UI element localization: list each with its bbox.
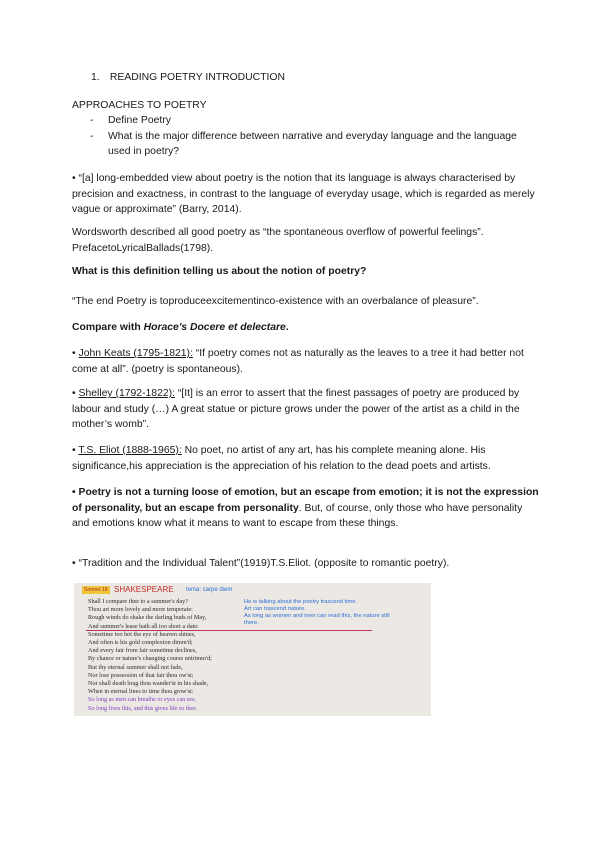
bullet: • [72, 388, 79, 399]
eliot-quote: No poet, no artist of any art, has his complete meaning alone. His significance,his appreciation is the appreciation of his relation to the dead poets and artists. [72, 445, 491, 472]
compare-suffix: . [285, 322, 289, 333]
sonnet-line: When in eternal lines to time thou grow'st: [88, 688, 194, 696]
wordsworth-paragraph: Wordsworth described all good poetry as “the spontaneous overflow of powerful feelings”. PrefacetoLyricalBallads(1798). [72, 227, 484, 254]
list-dash: - [90, 130, 94, 142]
sonnet-theme: tema: carpe diem [186, 587, 233, 593]
sonnet-notes [244, 599, 394, 627]
compare-horace [72, 320, 542, 336]
list-item-text: Define Poetry [108, 115, 171, 126]
sonnet-line: Sometime too hot the eye of heaven shines, [88, 630, 196, 638]
sonnet-line: Rough winds do shake the darling buds of May, [88, 614, 207, 622]
sonnet-tag: Sonnet 18 [84, 587, 108, 593]
eliot-paragraph [72, 443, 542, 474]
sonnet-line: Thou art more lovely and more temperate: [88, 606, 193, 614]
sonnet-line: But thy eternal summer shall not fade, [88, 663, 183, 671]
shelley-paragraph [72, 386, 542, 433]
eliot-name: T.S. Eliot (1888-1965): [78, 445, 182, 456]
end-poetry-paragraph: “The end Poetry is toproduceexcitementinco-existence with an overbalance of pleasure”. [72, 296, 479, 307]
list-item [90, 129, 530, 160]
sonnet-line: And summer's lease hath all too short a date: [88, 622, 199, 630]
bullet: • [72, 348, 79, 359]
tradition-paragraph: • “Tradition and the Individual Talent”(1919)T.S.Eliot. (opposite to romantic poetry). [72, 558, 450, 569]
compare-italic: Horace's Docere et delectare [143, 322, 286, 333]
bullet: • [72, 445, 79, 456]
definition-question: What is this definition telling us about the notion of poetry? [72, 266, 367, 277]
sonnet-line: By chance or nature's changing course untrimm'd; [88, 655, 212, 663]
shelley-name: Shelley (1792-1822): [78, 388, 175, 399]
approaches-title: APPROACHES TO POETRY [72, 100, 207, 111]
escape-bold: • Poetry is not a turning loose of emotion, but an escape from emotion; it is not the expression of personality, but an escape from personality [72, 487, 539, 514]
approaches-list [90, 113, 530, 160]
escape-rest: . But, of course, only those who have personality and emotions know what it means to want to escape from these things. [72, 502, 523, 529]
escape-paragraph [72, 485, 542, 532]
sonnet-author: SHAKESPEARE [114, 585, 174, 594]
sonnet-line: Nor lose possession of that fair thou ow'st; [88, 671, 194, 679]
list-dash: - [90, 115, 94, 126]
sonnet-line: And often is his gold complexion dimm'd; [88, 639, 193, 647]
sonnet-line: Shall I compare thee to a summer's day? [88, 598, 188, 605]
shelley-quote: “[It] is an error to assert that the finest passages of poetry are produced by labour and study (…) A great statue or picture grows under the power of the artist as a child in the mother’s womb”. [72, 388, 520, 430]
section-number: 1. [91, 72, 100, 83]
list-item [90, 113, 530, 129]
sonnet-line: And every fair from fair sometime declines, [88, 647, 197, 655]
keats-name: John Keats (1795-1821): [78, 348, 193, 359]
barry-paragraph: • “[a] long-embedded view about poetry is the notion that its language is always characterised by precision and exactness, in contrast to the language of everyday usage, which is regarded as merely vague or approximate” (Barry, 2014). [72, 173, 535, 215]
section-title: READING POETRY INTRODUCTION [109, 72, 286, 83]
sonnet-lines [88, 598, 212, 713]
note-line: As long as women and men can read this, the nature still there. [244, 613, 390, 626]
sonnet-couplet-line: So long as men can breathe or eyes can see, [88, 696, 197, 704]
red-rule [86, 630, 372, 631]
section-heading [91, 72, 285, 83]
note-line: He is talking about the poetry trascend time. [244, 599, 358, 605]
note-line: Art can trascend nature. [244, 606, 306, 612]
compare-prefix: Compare with [72, 322, 144, 333]
keats-quote: “If poetry comes not as naturally as the leaves to a tree it had better not come at all”. (poetry is spontaneous). [72, 348, 524, 375]
list-item-text: What is the major difference between narrative and everyday language and the language used in poetry? [108, 130, 517, 157]
keats-paragraph [72, 346, 542, 377]
sonnet-line: Nor shall death brag thou wander'st in his shade, [88, 680, 209, 688]
sonnet-couplet-line: So long lives this, and this gives life to thee. [88, 704, 198, 712]
sonnet-image [74, 583, 431, 716]
